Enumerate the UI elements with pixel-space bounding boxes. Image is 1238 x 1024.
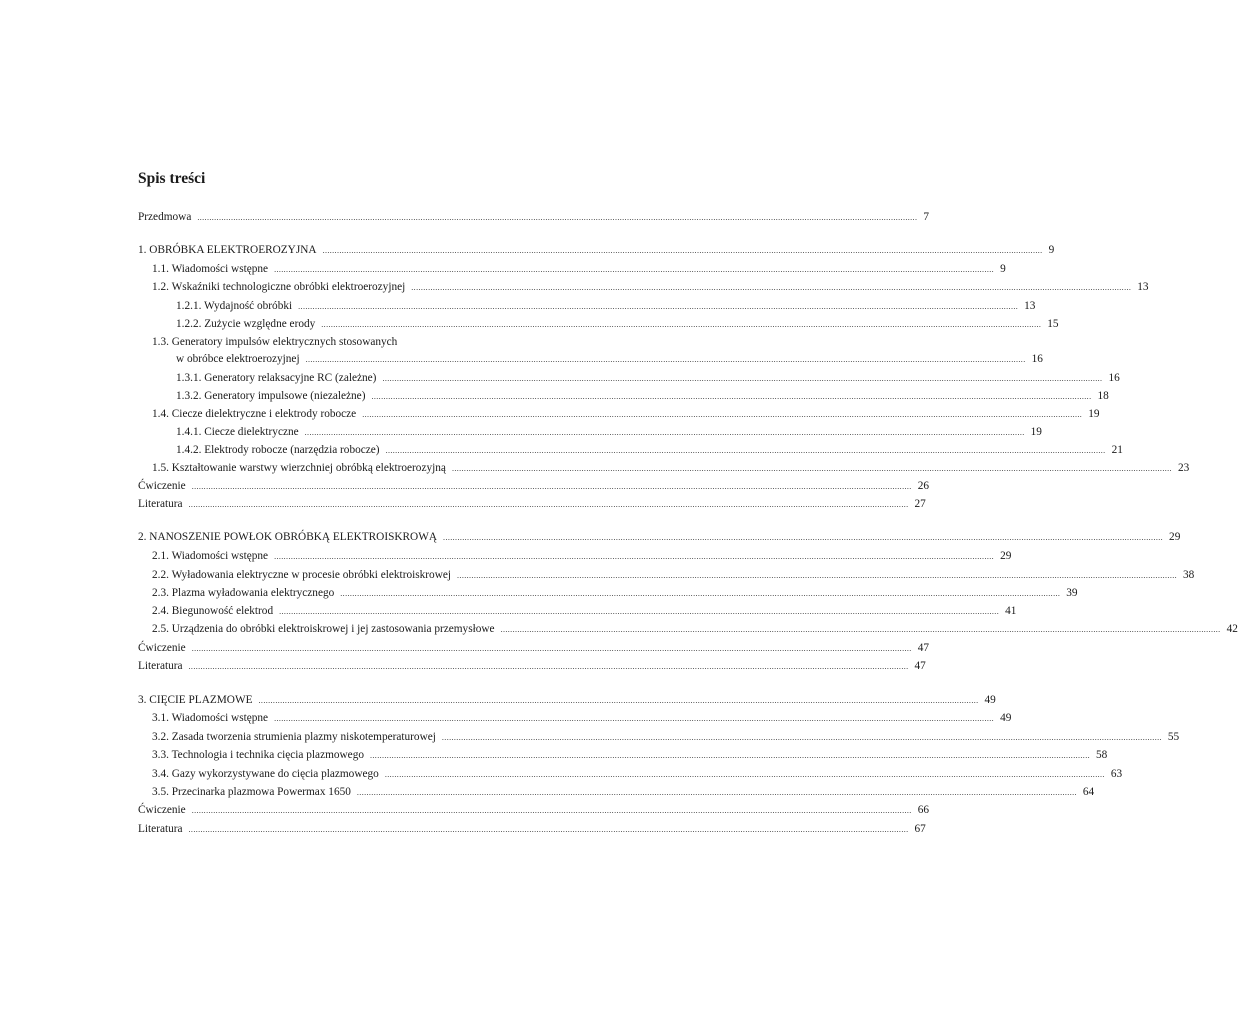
- toc-entry-label: 1.4.2. Elektrody robocze (narzędzia robocze): [176, 444, 380, 456]
- dot-leader: ............................................................................................................................................................................................................................................................................................................: [356, 788, 1077, 797]
- dot-leader: ............................................................................................................................................................................................................................................................................................................: [305, 355, 1026, 364]
- toc-entry-label: 2. NANOSZENIE POWŁOK OBRÓBKĄ ELEKTROISKROWĄ: [138, 531, 438, 543]
- toc-entry: [0, 785, 1095, 803]
- toc-entry: [0, 659, 926, 677]
- dot-leader: ............................................................................................................................................................................................................................................................................................................: [500, 625, 1221, 634]
- toc-entry: [0, 371, 1120, 389]
- toc-entry: [0, 243, 1055, 261]
- toc-entry-label: Ćwiczenie: [138, 804, 186, 816]
- toc-entry-label: 3.5. Przecinarka plazmowa Powermax 1650: [152, 786, 351, 798]
- dot-leader: ............................................................................................................................................................................................................................................................................................................: [322, 246, 1043, 255]
- toc-entry-page: 66: [917, 804, 929, 816]
- dot-leader: ............................................................................................................................................................................................................................................................................................................: [321, 320, 1042, 329]
- toc-entry-label: 1. OBRÓBKA ELEKTROEROZYJNA: [138, 244, 317, 256]
- toc-entry-page: 47: [917, 642, 929, 654]
- toc-entry-page: 16: [1031, 353, 1043, 365]
- dot-leader: ............................................................................................................................................................................................................................................................................................................: [384, 770, 1105, 779]
- toc-entry-label: 1.5. Kształtowanie warstwy wierzchniej obróbką elektroerozyjną: [152, 462, 446, 474]
- dot-leader: ............................................................................................................................................................................................................................................................................................................: [274, 265, 995, 274]
- dot-leader: ............................................................................................................................................................................................................................................................................................................: [371, 392, 1092, 401]
- toc-entry: [0, 549, 1012, 567]
- toc-entry-label: Ćwiczenie: [138, 480, 186, 492]
- toc-entry-page: 19: [1030, 426, 1042, 438]
- toc-entry-page: 23: [1177, 462, 1190, 474]
- dot-leader: ............................................................................................................................................................................................................................................................................................................: [385, 446, 1106, 455]
- dot-leader: ............................................................................................................................................................................................................................................................................................................: [274, 714, 995, 723]
- dot-leader: ............................................................................................................................................................................................................................................................................................................: [258, 696, 979, 705]
- toc-entry-page: 9: [1048, 244, 1055, 256]
- toc-entry: [0, 530, 1181, 548]
- toc-entry-label: Literatura: [138, 823, 183, 835]
- dot-leader: ............................................................................................................................................................................................................................................................................................................: [298, 302, 1019, 311]
- dot-leader: ............................................................................................................................................................................................................................................................................................................: [340, 589, 1061, 598]
- toc-entry: [0, 299, 1036, 317]
- toc-entry-label: 1.2. Wskaźniki technologiczne obróbki elektroerozyjnej: [152, 281, 406, 293]
- toc-entry-page: 27: [914, 498, 926, 510]
- toc-entry-label: 2.4. Biegunowość elektrod: [152, 605, 274, 617]
- toc-entry-page: 49: [1000, 712, 1012, 724]
- dot-leader: ............................................................................................................................................................................................................................................................................................................: [382, 374, 1103, 383]
- toc-entry: [0, 803, 929, 821]
- toc-entry: [0, 210, 929, 228]
- toc-entry-page: 13: [1024, 300, 1036, 312]
- toc-entry: [0, 280, 1149, 298]
- dot-leader: ............................................................................................................................................................................................................................................................................................................: [304, 428, 1025, 437]
- toc-entry: [0, 317, 1059, 335]
- toc-entry-label: 3. CIĘCIE PLAZMOWE: [138, 694, 253, 706]
- toc-entry: [0, 568, 1195, 586]
- toc-entry-page: 15: [1047, 318, 1059, 330]
- toc-entry-page: 29: [1000, 550, 1012, 562]
- dot-leader: ............................................................................................................................................................................................................................................................................................................: [197, 213, 918, 222]
- toc-entry-page: 41: [1005, 605, 1017, 617]
- toc-entry-label: Przedmowa: [138, 211, 192, 223]
- toc-entry: [0, 711, 1012, 729]
- dot-leader: ............................................................................................................................................................................................................................................................................................................: [457, 571, 1178, 580]
- toc-entry-label: 3.1. Wiadomości wstępne: [152, 712, 269, 724]
- toc-entry-label: 1.3. Generatory impulsów elektrycznych stosowanych: [152, 336, 398, 348]
- dot-leader: ............................................................................................................................................................................................................................................................................................................: [370, 751, 1090, 760]
- toc-entry-page: 7: [923, 211, 929, 223]
- toc-entry-label: 1.1. Wiadomości wstępne: [152, 263, 269, 275]
- toc-entry-page: 49: [984, 694, 996, 706]
- dot-leader: ............................................................................................................................................................................................................................................................................................................: [441, 733, 1162, 742]
- toc-entry-label: 2.2. Wyładowania elektryczne w procesie obróbki elektroiskrowej: [152, 569, 452, 581]
- toc-entry-page: 39: [1066, 587, 1078, 599]
- toc-entry-page: 58: [1096, 749, 1108, 761]
- toc-entry-label: 3.4. Gazy wykorzystywane do cięcia plazmowego: [152, 768, 379, 780]
- toc-entry-label: 1.3.2. Generatory impulsowe (niezależne): [176, 390, 366, 402]
- toc-entry: [0, 461, 1190, 479]
- dot-leader: ............................................................................................................................................................................................................................................................................................................: [191, 482, 912, 491]
- toc-entry-label: 1.2.2. Zużycie względne erody: [176, 318, 316, 330]
- toc-entry: [0, 604, 1017, 622]
- toc-entry-page: 55: [1167, 731, 1180, 743]
- page-title: Spis treści: [138, 170, 206, 187]
- toc-entry-page: 38: [1183, 569, 1195, 581]
- toc-entry-page: 29: [1169, 531, 1181, 543]
- dot-leader: ............................................................................................................................................................................................................................................................................................................: [362, 410, 1083, 419]
- toc-entry-page: 19: [1088, 408, 1100, 420]
- toc-entry-label: Literatura: [138, 660, 183, 672]
- dot-leader: ............................................................................................................................................................................................................................................................................................................: [188, 500, 909, 509]
- toc-entry: [0, 389, 1109, 407]
- toc-entry-page: 18: [1097, 390, 1109, 402]
- toc-entry: [0, 425, 1042, 443]
- dot-leader: ............................................................................................................................................................................................................................................................................................................: [443, 533, 1164, 542]
- toc-entry-page: 42: [1226, 623, 1238, 635]
- dot-leader: ............................................................................................................................................................................................................................................................................................................: [191, 806, 912, 815]
- toc-entry-label: 1.2.1. Wydajność obróbki: [176, 300, 293, 312]
- toc-entry: [0, 730, 1180, 748]
- toc-entry-label: 2.3. Plazma wyładowania elektrycznego: [152, 587, 335, 599]
- dot-leader: ............................................................................................................................................................................................................................................................................................................: [188, 662, 909, 671]
- toc-entry-page: 16: [1108, 372, 1120, 384]
- toc-entry: [0, 748, 1108, 766]
- dot-leader: ............................................................................................................................................................................................................................................................................................................: [274, 552, 995, 561]
- toc-entry-page: 47: [914, 660, 926, 672]
- toc-entry: [0, 443, 1123, 461]
- toc-entry: [0, 262, 1006, 280]
- toc-entry-label: 1.3.1. Generatory relaksacyjne RC (zależne): [176, 372, 377, 384]
- toc-entry-label: w obróbce elektroerozyjnej: [176, 353, 300, 365]
- toc-entry: [0, 767, 1123, 785]
- toc-entry: [0, 479, 929, 497]
- toc-entry-page: 63: [1110, 768, 1123, 780]
- toc-entry: [0, 497, 926, 515]
- toc-entry: [0, 352, 1043, 370]
- toc-entry-label: 1.4.1. Ciecze dielektryczne: [176, 426, 299, 438]
- toc-entry: [0, 641, 929, 659]
- toc-entry: [0, 822, 926, 840]
- toc-entry-label: Literatura: [138, 498, 183, 510]
- toc-entry-page: 64: [1082, 786, 1095, 798]
- toc-entry-label: 2.5. Urządzenia do obróbki elektroiskrowej i jej zastosowania przemysłowe: [152, 623, 495, 635]
- toc-entry: [0, 693, 996, 711]
- toc-entry-page: 26: [917, 480, 929, 492]
- toc-entry-label: Ćwiczenie: [138, 642, 186, 654]
- toc-entry-page: 13: [1137, 281, 1149, 293]
- toc-entry-page: 9: [1000, 263, 1006, 275]
- toc-entry: [0, 622, 1238, 640]
- toc-entry-page: 21: [1111, 444, 1123, 456]
- toc-entry-page: 67: [914, 823, 926, 835]
- toc-entry-label: 3.3. Technologia i technika cięcia plazmowego: [152, 749, 364, 761]
- toc-entry-label: 2.1. Wiadomości wstępne: [152, 550, 269, 562]
- toc-entry-label: 1.4. Ciecze dielektryczne i elektrody robocze: [152, 408, 357, 420]
- dot-leader: ............................................................................................................................................................................................................................................................................................................: [188, 825, 909, 834]
- dot-leader: ............................................................................................................................................................................................................................................................................................................: [279, 607, 1000, 616]
- dot-leader: ............................................................................................................................................................................................................................................................................................................: [411, 283, 1132, 292]
- dot-leader: ............................................................................................................................................................................................................................................................................................................: [451, 464, 1172, 473]
- dot-leader: ............................................................................................................................................................................................................................................................................................................: [191, 644, 912, 653]
- toc-entry: [0, 586, 1078, 604]
- toc-entry: [0, 407, 1100, 425]
- toc-entry-label: 3.2. Zasada tworzenia strumienia plazmy niskotemperaturowej: [152, 731, 436, 743]
- toc-entry: [0, 335, 724, 353]
